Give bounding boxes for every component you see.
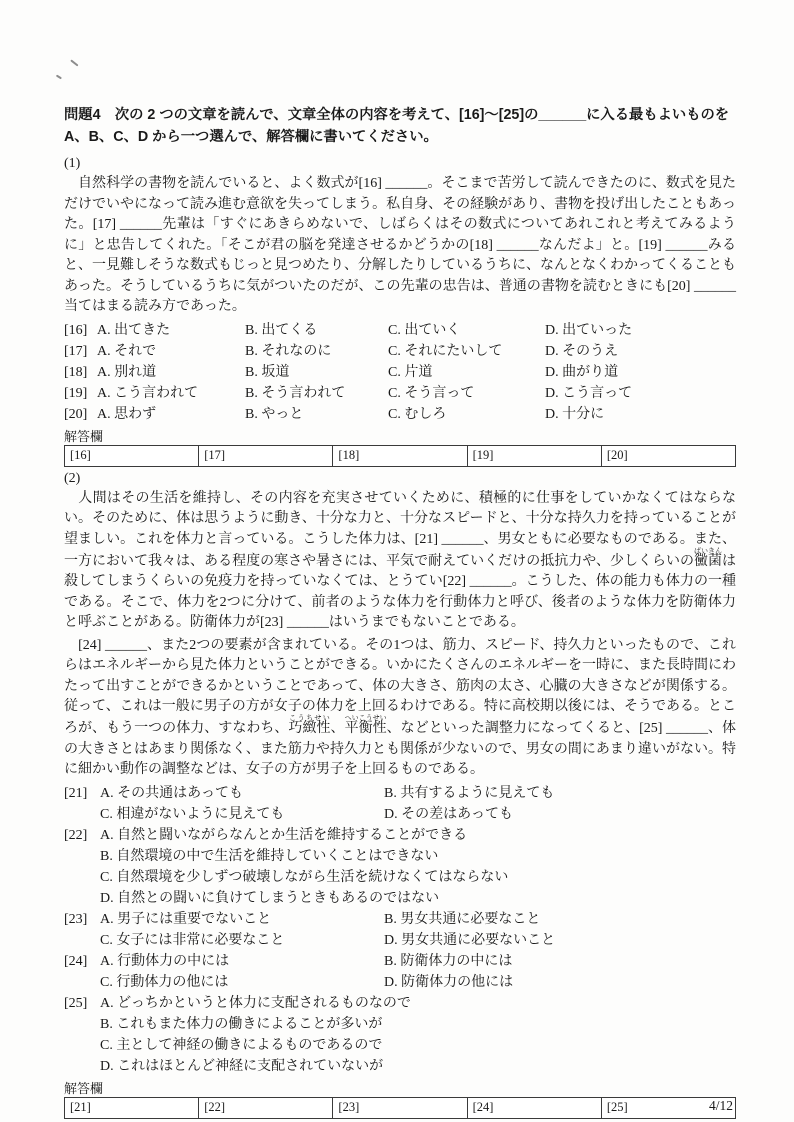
option-c: C. そう言って bbox=[388, 385, 475, 401]
option-d: D. 出ていった bbox=[545, 322, 633, 338]
section2-paragraph2 bbox=[64, 636, 736, 781]
question-23-row1 bbox=[64, 909, 736, 930]
ruby-base: 平衡性 bbox=[344, 721, 387, 737]
option-b: B. 坂道 bbox=[245, 364, 290, 380]
answer-grid-label: 解答欄 bbox=[64, 428, 104, 444]
question-row-19 bbox=[64, 383, 736, 404]
option-c: C. 片道 bbox=[388, 364, 433, 380]
option-d: D. 十分に bbox=[545, 406, 605, 422]
option-a: A. その共通はあっても bbox=[100, 785, 243, 801]
question-24-row1 bbox=[64, 951, 736, 972]
answer-cell-17: [17] bbox=[199, 446, 333, 466]
pen-mark-icon bbox=[56, 75, 62, 80]
option-a: A. こう言われて bbox=[97, 385, 199, 401]
option-c: C. それにたいして bbox=[388, 343, 503, 359]
option-b: B. 防衛体力の中には bbox=[384, 953, 513, 969]
option-c: C. むしろ bbox=[388, 406, 447, 422]
question-22-row4 bbox=[64, 888, 736, 909]
problem-title bbox=[64, 104, 736, 148]
question-number: [16] bbox=[64, 322, 88, 338]
option-c: C. 主として神経の働きによるものであるので bbox=[100, 1037, 383, 1053]
question-25-row4 bbox=[64, 1056, 736, 1077]
option-b: B. 男女共通に必要なこと bbox=[384, 911, 541, 927]
question-number: [19] bbox=[64, 385, 88, 401]
option-b: B. そう言われて bbox=[245, 385, 346, 401]
answer-cell-16: [16] bbox=[65, 446, 199, 466]
section2-label: (2) bbox=[64, 470, 81, 486]
section2-paragraph1 bbox=[64, 489, 736, 634]
section1-label: (1) bbox=[64, 156, 81, 171]
paragraph-segment: 、などといった調整力になってくると、[25] ______、体の大きさとはあまり関係なく、また筋力や持久力とも関係が少ないので、男女の間にあまり違いがない。特に細かい動作の調整などは、女子の方が男子を上回るものである。 bbox=[64, 721, 737, 778]
option-d: D. 曲がり道 bbox=[545, 364, 619, 380]
option-d: D. そのうえ bbox=[545, 343, 619, 359]
answer-cell-23: [23] bbox=[333, 1098, 467, 1118]
option-a: A. 出てきた bbox=[97, 322, 171, 338]
question-22-row1 bbox=[64, 825, 736, 846]
option-c: C. 自然環境を少しずつ破壊しながら生活を続けなくてはならない bbox=[100, 869, 509, 885]
question-number: [24] bbox=[64, 953, 88, 969]
question-25-row1 bbox=[64, 993, 736, 1014]
ruby-kochisei bbox=[288, 714, 331, 737]
answer-cell-21: [21] bbox=[65, 1098, 199, 1118]
ruby-base: 黴菌 bbox=[694, 553, 723, 569]
section1-paragraph: 自然科学の書物を読んでいると、よく数式が[16] ______。そこまで苦労して読んできたのに、数式を見ただけでいやになって読み進む意欲を失ってしまう。私自身、その経験があり、書物を投げ出したこともあった。[17] ______先輩は「すぐにあきらめないで、しばらくはその数式についてあれこれと考えてみるように」と忠告してくれた。「そこが君の脳を発達させるかどうかの[18] ______なんだよ」と。[19] ______みると、一見難しそうな数式もじっと見つめたり、分解したりしているうちに、なんとなくわかってくることもあった。そうしているうちに気がついたのだが、この先輩の忠告は、普通の書物を読むときにも[20] ______当てはまる読み方であった。 bbox=[64, 176, 736, 314]
option-b: B. それなのに bbox=[245, 343, 332, 359]
option-d: D. こう言って bbox=[545, 385, 633, 401]
option-d: D. 自然との闘いに負けてしまうときもあるのではない bbox=[100, 890, 440, 906]
ruby-reading: こうちせい bbox=[288, 714, 331, 723]
option-a: A. 思わず bbox=[97, 406, 157, 422]
question-25-row2 bbox=[64, 1014, 736, 1035]
option-a: A. 男子には重要でないこと bbox=[100, 911, 272, 927]
option-b: B. 共有するように見えても bbox=[384, 785, 555, 801]
option-a: A. 別れ道 bbox=[97, 364, 157, 380]
option-b: B. 自然環境の中で生活を維持していくことはできない bbox=[100, 848, 439, 864]
page-number: 4/12 bbox=[708, 1098, 733, 1113]
question-24-row2 bbox=[64, 972, 736, 993]
answer-grid-label: 解答欄 bbox=[64, 1080, 104, 1096]
option-b: B. 出てくる bbox=[245, 322, 318, 338]
option-d: D. 防衛体力の他には bbox=[384, 974, 514, 990]
ruby-reading: へいこうせい bbox=[344, 714, 387, 723]
question-row-17 bbox=[64, 341, 736, 362]
question-number: [22] bbox=[64, 827, 88, 843]
ruby-baikin bbox=[694, 546, 723, 569]
option-c: C. 出ていく bbox=[388, 322, 461, 338]
answer-cell-24: [24] bbox=[468, 1098, 602, 1118]
option-a: A. どっちかというと体力に支配されるものなので bbox=[100, 995, 411, 1011]
answer-cell-19: [19] bbox=[468, 446, 602, 466]
option-b: B. これもまた体力の働きによることが多いが bbox=[100, 1016, 383, 1032]
pen-mark-icon bbox=[70, 59, 78, 66]
option-d: D. これはほとんど神経に支配されていないが bbox=[100, 1058, 384, 1074]
paragraph-segment: [24] ______、また2つの要素が含まれている。その1つは、筋力、スピード、持久力といったもので、これらはエネルギーから見た体力ということができる。いかにたくさんのエネルギーを一時に、また長時間にわたって出すことができるかということであって、体の大きさ、筋肉の太さ、心臓の大きさなどが関係する。従って、これは一般に男子の方が女子の体力を上回るわけである。特に高校期以後には、そうである。ところが、もう一つの体力、すなわち、 bbox=[64, 637, 736, 737]
answer-cell-20: [20] bbox=[606, 447, 628, 462]
answer-cell-25: [25] bbox=[606, 1099, 628, 1114]
option-c: C. 相違がないように見えても bbox=[100, 806, 285, 822]
answer-table-1 bbox=[64, 445, 736, 467]
question-23-row2 bbox=[64, 930, 736, 951]
problem-title-line2: A、B、C、D から一つ選んで、解答欄に書いてください。 bbox=[64, 129, 438, 145]
question-row-18 bbox=[64, 362, 736, 383]
paragraph-segment: 、 bbox=[330, 721, 345, 737]
question-21-row2 bbox=[64, 804, 736, 825]
question-number: [25] bbox=[64, 995, 88, 1011]
question-22-row3 bbox=[64, 867, 736, 888]
answer-cell-22: [22] bbox=[199, 1098, 333, 1118]
option-a: A. それで bbox=[97, 343, 157, 359]
question-row-20 bbox=[64, 404, 736, 425]
ruby-reading: ばいきん bbox=[694, 546, 723, 555]
answer-cell-18: [18] bbox=[333, 446, 467, 466]
question-22-row2 bbox=[64, 846, 736, 867]
paragraph-segment: 人間はその生活を維持し、その内容を充実させていくために、積極的に仕事をしていかなくてはならない。そのために、体は思うように動き、十分な力と、十分なスピードと、十分な持久力を持っていることが望ましい。これを体力と言っている。こうした体力は、[21] ______、男女ともに必要なものである。また、一方において我々は、ある程度の寒さや暑さには、平気で耐えていくだけの抵抗力や、少しくらいの bbox=[64, 490, 736, 569]
question-number: [20] bbox=[64, 406, 88, 422]
option-c: C. 行動体力の他には bbox=[100, 974, 229, 990]
question-21-row1 bbox=[64, 783, 736, 804]
option-a: A. 行動体力の中には bbox=[100, 953, 230, 969]
option-d: D. その差はあっても bbox=[384, 806, 513, 822]
paragraph-segment: は殺してしまうくらいの免疫力を持っていなくては、とうてい[22] ______。こうした、体の能力も体力の一種である。そこで、体力を2つに分けて、前者のような体力を行動体力と呼び、後者のような体力を防衛体力と呼ぶことがある。防衛体力が[23] ______はいうまでもないことである。 bbox=[64, 553, 737, 630]
option-a: A. 自然と闘いながらなんとか生活を維持することができる bbox=[100, 827, 468, 843]
question-row-16 bbox=[64, 320, 736, 341]
ruby-base: 巧緻性 bbox=[288, 721, 331, 737]
question-number: [17] bbox=[64, 343, 88, 359]
option-b: B. やっと bbox=[245, 406, 304, 422]
question-25-row3 bbox=[64, 1035, 736, 1056]
option-d: D. 男女共通に必要ないこと bbox=[384, 932, 556, 948]
ruby-heikosei bbox=[344, 714, 387, 737]
answer-table-2 bbox=[64, 1097, 736, 1119]
question-number: [18] bbox=[64, 364, 88, 380]
option-c: C. 女子には非常に必要なこと bbox=[100, 932, 285, 948]
question-number: [21] bbox=[64, 785, 88, 801]
problem-title-line1: 問題4 次の 2 つの文章を読んで、文章全体の内容を考えて、[16]～[25]の______に入る最もよいものを bbox=[64, 107, 730, 123]
question-number: [23] bbox=[64, 911, 88, 927]
